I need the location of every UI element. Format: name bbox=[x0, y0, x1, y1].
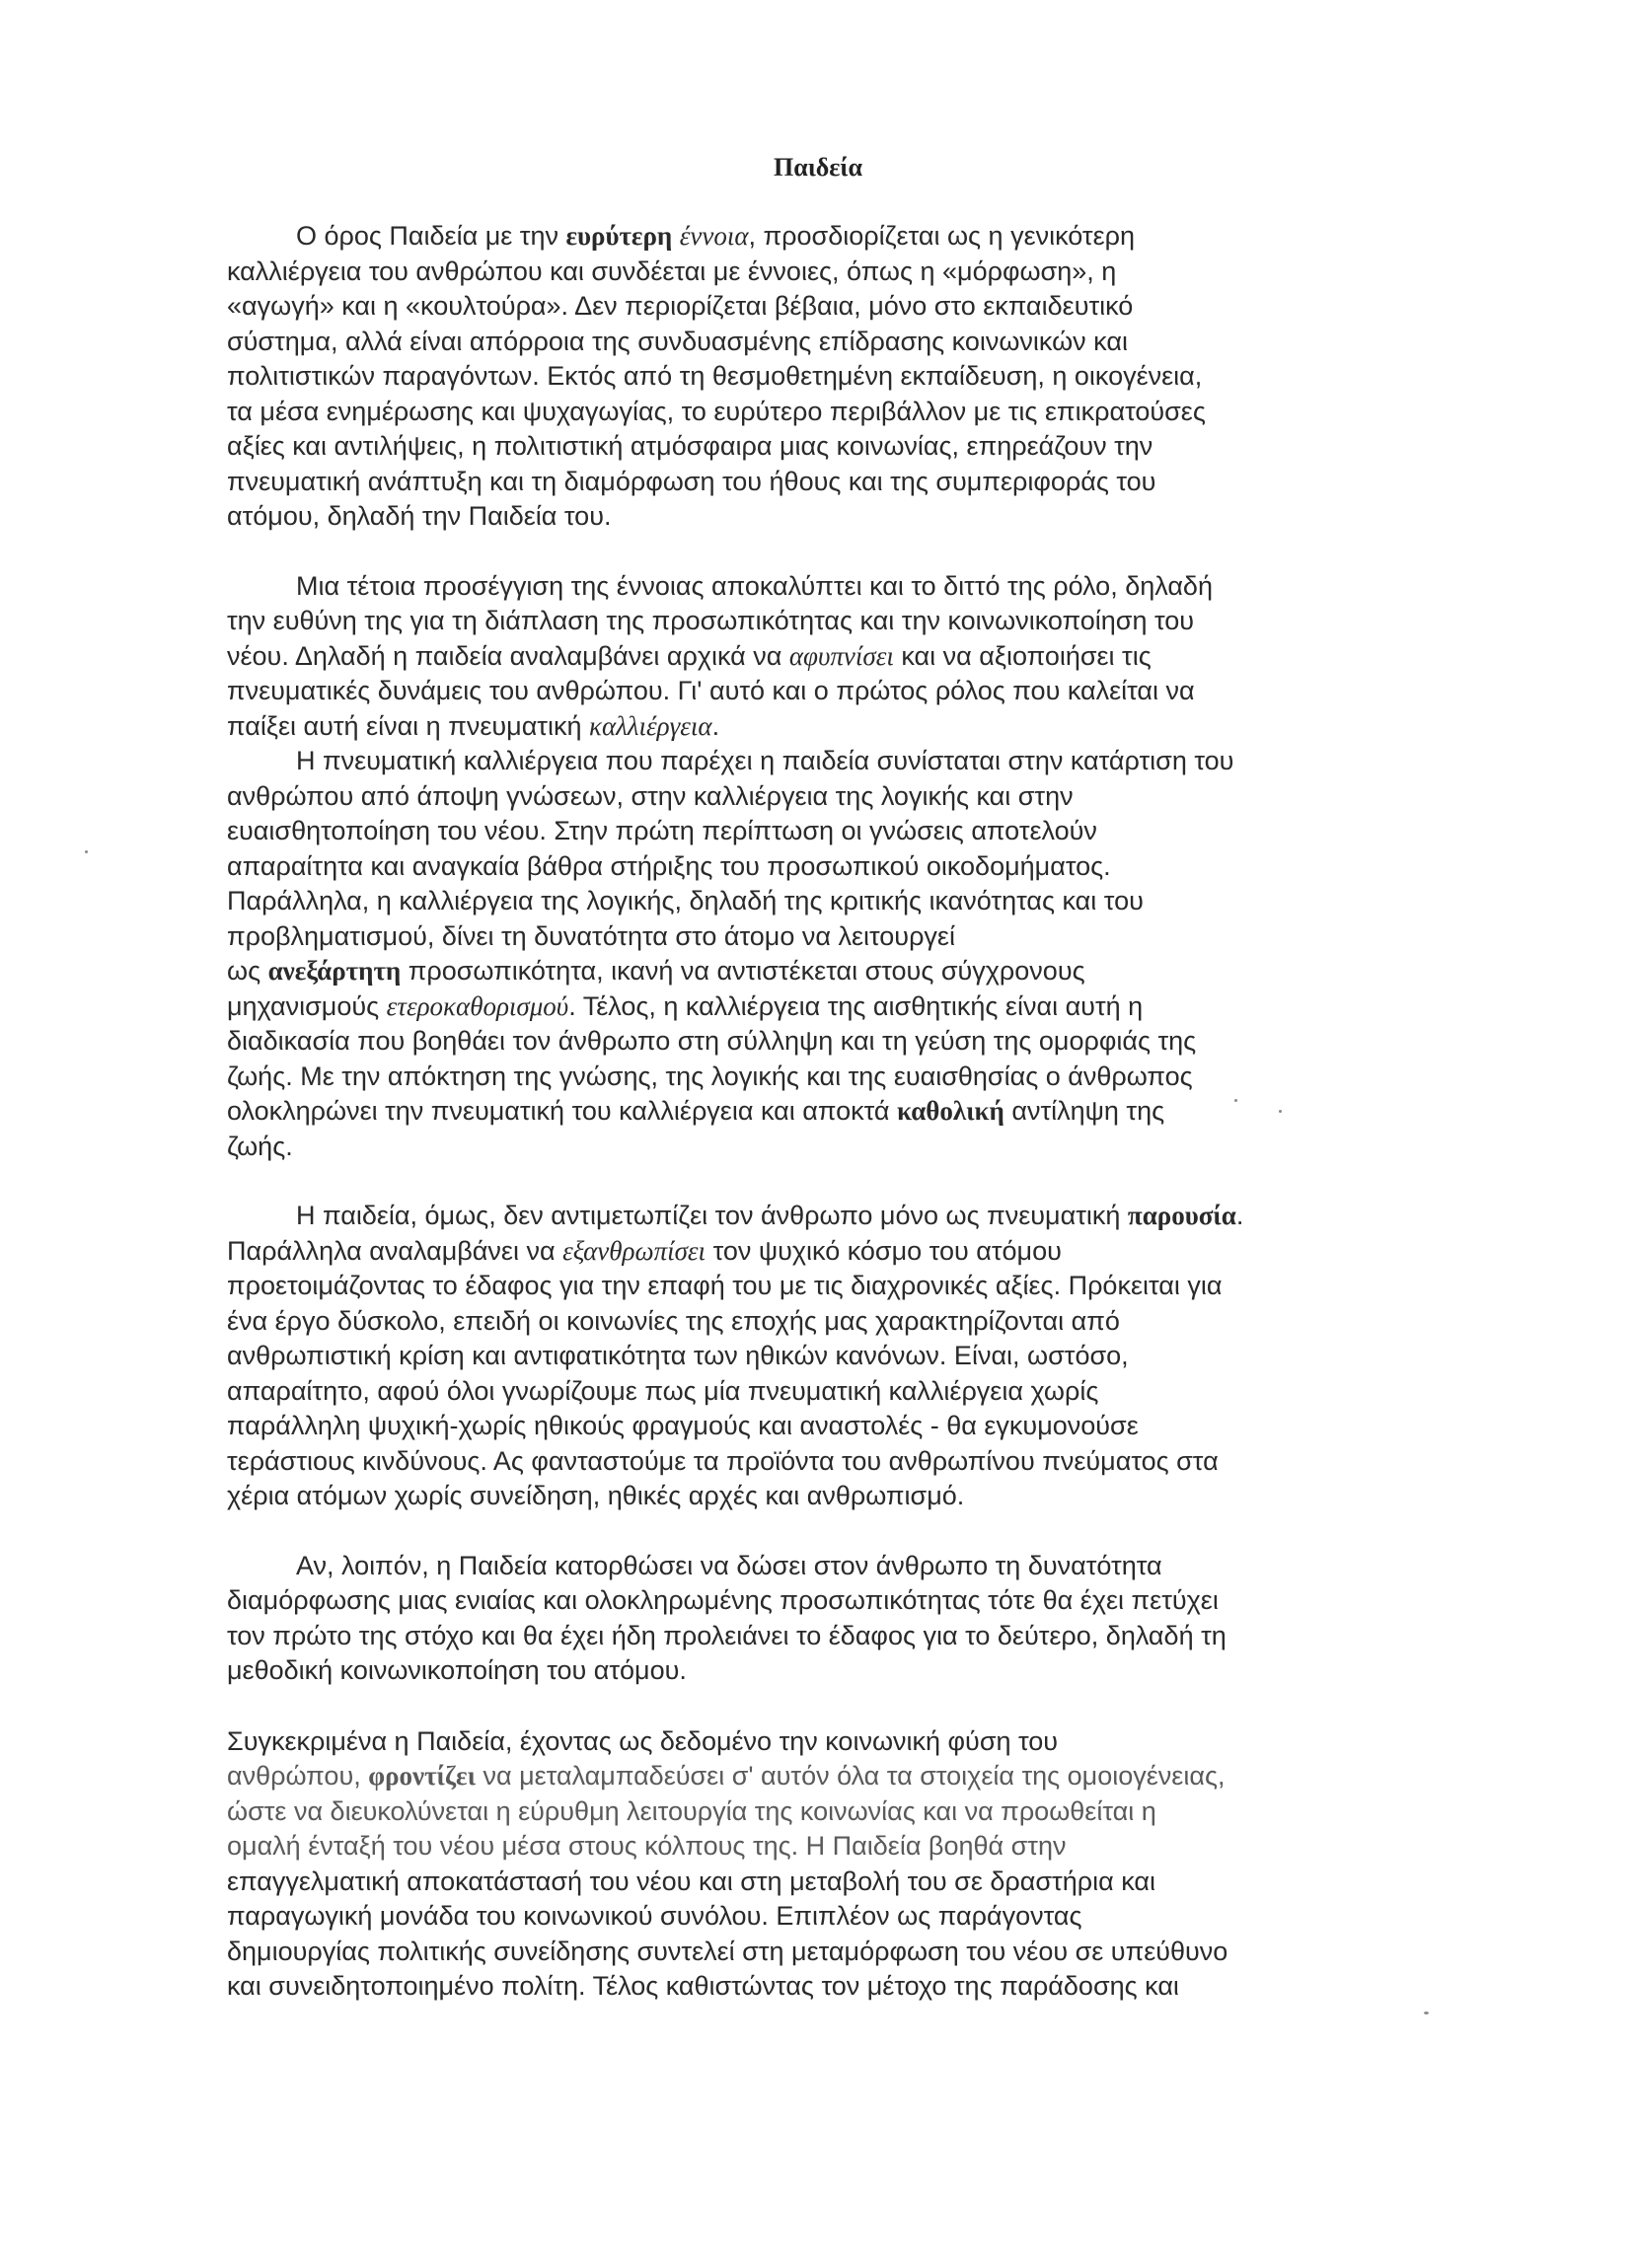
text-line bbox=[227, 1199, 1346, 1234]
scan-speck bbox=[1424, 2012, 1429, 2014]
text-run: απαραίτητο, αφού όλοι γνωρίζουμε πως μία πνευματική καλλιέργεια χωρίς bbox=[227, 1375, 1099, 1406]
text-run: ατόμου, δηλαδή την Παιδεία του. bbox=[227, 501, 612, 531]
text-line bbox=[227, 395, 1346, 430]
text-run: επαγγελματική αποκατάστασή του νέου και στη μεταβολή του σε δραστήρια και bbox=[227, 1866, 1155, 1896]
italic-term: αφυπνίσει bbox=[788, 640, 894, 671]
text-run: και να αξιοποιήσει τις bbox=[893, 640, 1152, 671]
italic-term: καλλιέργεια bbox=[588, 710, 712, 741]
text-run: Παράλληλα αναλαμβάνει να bbox=[227, 1235, 563, 1266]
text-run: «αγωγή» και η «κουλτούρα». Δεν περιορίζεται βέβαια, μόνο στο εκπαιδευτικό bbox=[227, 291, 1134, 321]
paragraph bbox=[227, 1724, 1346, 2005]
text-line bbox=[227, 989, 1346, 1025]
text-run: ανθρωπιστική κρίση και αντιφατικότητα των ηθικών κανόνων. Είναι, ωστόσο, bbox=[227, 1341, 1129, 1370]
text-run: την ευθύνη της για τη διάπλαση της προσωπικότητας και την κοινωνικοποίηση του bbox=[227, 606, 1195, 635]
text-run: . Τέλος, η καλλιέργεια της αισθητικής είναι αυτή η bbox=[568, 990, 1144, 1021]
text-line bbox=[227, 499, 1346, 535]
text-run: διαμόρφωσης μιας ενιαίας και ολοκληρωμένης προσωπικότητας τότε θα έχει πετύχει bbox=[227, 1585, 1219, 1615]
text-line bbox=[227, 1653, 1346, 1689]
text-line bbox=[227, 1583, 1346, 1619]
text-line bbox=[227, 1794, 1346, 1830]
text-run: ανθρώπου από άποψη γνώσεων, στην καλλιέργεια της λογικής και στην bbox=[227, 780, 1074, 811]
text-line bbox=[227, 1935, 1346, 1970]
text-run: ομαλή ένταξή του νέου μέσα στους κόλπους της. Η Παιδεία βοηθά στην bbox=[227, 1831, 1067, 1861]
text-run: χέρια ατόμων χωρίς συνείδηση, ηθικές αρχές και ανθρωπισμό. bbox=[227, 1481, 965, 1510]
text-run: παίξει αυτή είναι η πνευματική bbox=[227, 710, 589, 741]
bold-term: ανεξάρτητη bbox=[267, 956, 402, 986]
text-run: τον ψυχικό κόσμο του ατόμου bbox=[706, 1235, 1062, 1266]
paragraph bbox=[227, 744, 1346, 1164]
text-run: ανθρώπου, bbox=[227, 1761, 369, 1791]
text-line bbox=[227, 1374, 1346, 1410]
text-line bbox=[227, 919, 1346, 955]
text-run: πνευματική ανάπτυξη και τη διαμόρφωση του ήθους και της συμπεριφοράς του bbox=[227, 466, 1156, 496]
text-run: ολοκληρώνει την πνευματική του καλλιέργεια και αποκτά bbox=[227, 1096, 897, 1126]
text-run: τον πρώτο της στόχο και θα έχει ήδη προλειάνει το έδαφος για το δεύτερο, δηλαδή τη bbox=[227, 1620, 1227, 1650]
text-line bbox=[227, 814, 1346, 849]
text-run: Η παιδεία, όμως, δεν αντιμετωπίζει τον άνθρωπο μόνο ως πνευματική bbox=[296, 1201, 1128, 1230]
text-line bbox=[227, 1969, 1346, 2005]
text-run: Ο όρος Παιδεία με την bbox=[296, 221, 566, 251]
text-run bbox=[672, 221, 680, 251]
text-run: απαραίτητα και αναγκαία βάθρα στήριξης του προσωπικού οικοδομήματος. bbox=[227, 850, 1111, 881]
text-run: ώστε να διευκολύνεται η εύρυθμη λειτουργία της κοινωνίας και να προωθείται η bbox=[227, 1795, 1156, 1826]
text-run: Μια τέτοια προσέγγιση της έννοιας αποκαλύπτει και το διττό της ρόλο, δηλαδή bbox=[296, 570, 1213, 601]
text-line bbox=[227, 954, 1346, 989]
text-run: παράλληλη ψυχική-χωρίς ηθικούς φραγμούς και αναστολές - θα εγκυμονούσε bbox=[227, 1411, 1139, 1440]
text-line bbox=[227, 1759, 1346, 1794]
text-line bbox=[227, 255, 1346, 290]
text-line bbox=[227, 1234, 1346, 1270]
text-run: να μεταλαμπαδεύσει σ' αυτόν όλα τα στοιχεία της ομοιογένειας, bbox=[475, 1761, 1226, 1791]
bold-term: ευρύτερη bbox=[565, 221, 673, 251]
text-run: σύστημα, αλλά είναι απόρροια της συνδυασμένης επίδρασης κοινωνικών και bbox=[227, 326, 1128, 356]
text-run: αντίληψη της bbox=[1004, 1096, 1165, 1126]
text-line bbox=[227, 1479, 1346, 1514]
text-run: . bbox=[1235, 1201, 1244, 1230]
italic-term: έννοια bbox=[679, 221, 749, 251]
paragraph bbox=[227, 219, 1346, 535]
text-run: τα μέσα ενημέρωσης και ψυχαγωγίας, το ευρύτερο περιβάλλον με τις επικρατούσες bbox=[227, 396, 1206, 426]
text-run: ζωής. bbox=[227, 1131, 293, 1161]
text-line bbox=[227, 1865, 1346, 1900]
text-line bbox=[227, 1304, 1346, 1340]
text-run: καλλιέργεια του ανθρώπου και συνδέεται με έννοιες, όπως η «μόρφωση», η bbox=[227, 256, 1117, 286]
text-run: πολιτιστικών παραγόντων. Εκτός από τη θεσμοθετημένη εκπαίδευση, η οικογένεια, bbox=[227, 361, 1203, 391]
text-line bbox=[227, 779, 1346, 815]
text-run: μηχανισμούς bbox=[227, 990, 387, 1021]
bold-term: καθολική bbox=[897, 1096, 1004, 1126]
text-run: προετοιμάζοντας το έδαφος για την επαφή του με τις διαχρονικές αξίες. Πρόκειται για bbox=[227, 1271, 1223, 1300]
text-line bbox=[227, 1724, 1346, 1760]
text-run: , προσδιορίζεται ως η γενικότερη bbox=[748, 221, 1135, 251]
text-line bbox=[227, 639, 1346, 675]
text-line bbox=[227, 429, 1346, 465]
text-line bbox=[227, 1094, 1346, 1130]
text-line bbox=[227, 744, 1346, 779]
text-run: προβληματισμού, δίνει τη δυνατότητα στο άτομο να λειτουργεί bbox=[227, 920, 955, 951]
text-line bbox=[227, 1549, 1346, 1584]
text-run: Συγκεκριμένα η Παιδεία, έχοντας ως δεδομένο την κοινωνική φύση του bbox=[227, 1725, 1059, 1756]
text-run: νέου. Δηλαδή η παιδεία αναλαμβάνει αρχικά να bbox=[227, 640, 789, 671]
text-line bbox=[227, 359, 1346, 395]
text-run: δημιουργίας πολιτικής συνείδησης συντελεί στη μεταμόρφωση του νέου σε υπεύθυνο bbox=[227, 1936, 1228, 1966]
text-line bbox=[227, 1899, 1346, 1935]
text-line bbox=[227, 1339, 1346, 1374]
text-line bbox=[227, 219, 1346, 255]
text-run: . bbox=[711, 710, 720, 741]
text-run: ένα έργο δύσκολο, επειδή οι κοινωνίες της εποχής μας χαρακτηρίζονται από bbox=[227, 1305, 1120, 1336]
text-line bbox=[227, 465, 1346, 500]
document-title: Παιδεία bbox=[774, 153, 862, 182]
text-run: ευαισθητοποίηση του νέου. Στην πρώτη περίπτωση οι γνώσεις αποτελούν bbox=[227, 816, 1097, 845]
text-line bbox=[227, 569, 1346, 605]
text-run: προσωπικότητα, ικανή να αντιστέκεται στους σύγχρονους bbox=[401, 956, 1085, 986]
italic-term: εξανθρωπίσει bbox=[562, 1235, 706, 1266]
document-body bbox=[227, 219, 1346, 2005]
text-line bbox=[227, 1409, 1346, 1444]
text-line bbox=[227, 674, 1346, 709]
text-line bbox=[227, 1619, 1346, 1654]
text-line bbox=[227, 1024, 1346, 1060]
text-line bbox=[227, 325, 1346, 360]
text-run: παραγωγική μονάδα του κοινωνικού συνόλου. Επιπλέον ως παράγοντας bbox=[227, 1901, 1082, 1931]
text-line bbox=[227, 1269, 1346, 1304]
text-run: Παράλληλα, η καλλιέργεια της λογικής, δηλαδή της κριτικής ικανότητας και του bbox=[227, 886, 1144, 915]
text-run: Η πνευματική καλλιέργεια που παρέχει η παιδεία συνίσταται στην κατάρτιση του bbox=[296, 746, 1234, 775]
text-run: διαδικασία που βοηθάει τον άνθρωπο στη σύλληψη και τη γεύση της ομορφιάς της bbox=[227, 1026, 1197, 1056]
text-line bbox=[227, 1444, 1346, 1480]
text-run: ζωής. Με την απόκτηση της γνώσης, της λογικής και της ευαισθησίας ο άνθρωπος bbox=[227, 1061, 1193, 1091]
text-line bbox=[227, 604, 1346, 639]
text-run: πνευματικές δυνάμεις του ανθρώπου. Γι' αυτό και ο πρώτος ρόλος που καλείται να bbox=[227, 676, 1195, 705]
bold-term: φροντίζει bbox=[368, 1761, 476, 1791]
text-line bbox=[227, 1829, 1346, 1865]
text-line bbox=[227, 1060, 1346, 1095]
text-line bbox=[227, 289, 1346, 325]
text-line bbox=[227, 1130, 1346, 1165]
text-run: Αν, λοιπόν, η Παιδεία κατορθώσει να δώσει στον άνθρωπο τη δυνατότητα bbox=[296, 1550, 1162, 1580]
text-line bbox=[227, 884, 1346, 919]
text-run: και συνειδητοποιημένο πολίτη. Τέλος καθιστώντας τον μέτοχο της παράδοσης και bbox=[227, 1971, 1179, 2001]
text-run: ως bbox=[227, 956, 268, 986]
paragraph bbox=[227, 1549, 1346, 1689]
bold-term: παρουσία bbox=[1127, 1201, 1236, 1230]
scan-speck bbox=[85, 850, 88, 853]
text-run: τεράστιους κινδύνους. Ας φανταστούμε τα προϊόντα του ανθρωπίνου πνεύματος στα bbox=[227, 1445, 1219, 1476]
text-run: μεθοδική κοινωνικοποίηση του ατόμου. bbox=[227, 1655, 687, 1685]
paragraph bbox=[227, 1199, 1346, 1514]
text-line bbox=[227, 849, 1346, 885]
italic-term: ετεροκαθορισμού bbox=[386, 990, 569, 1021]
paragraph bbox=[227, 569, 1346, 745]
text-line bbox=[227, 709, 1346, 745]
text-run: αξίες και αντιλήψεις, η πολιτιστική ατμόσφαιρα μιας κοινωνίας, επηρεάζουν την bbox=[227, 431, 1153, 461]
